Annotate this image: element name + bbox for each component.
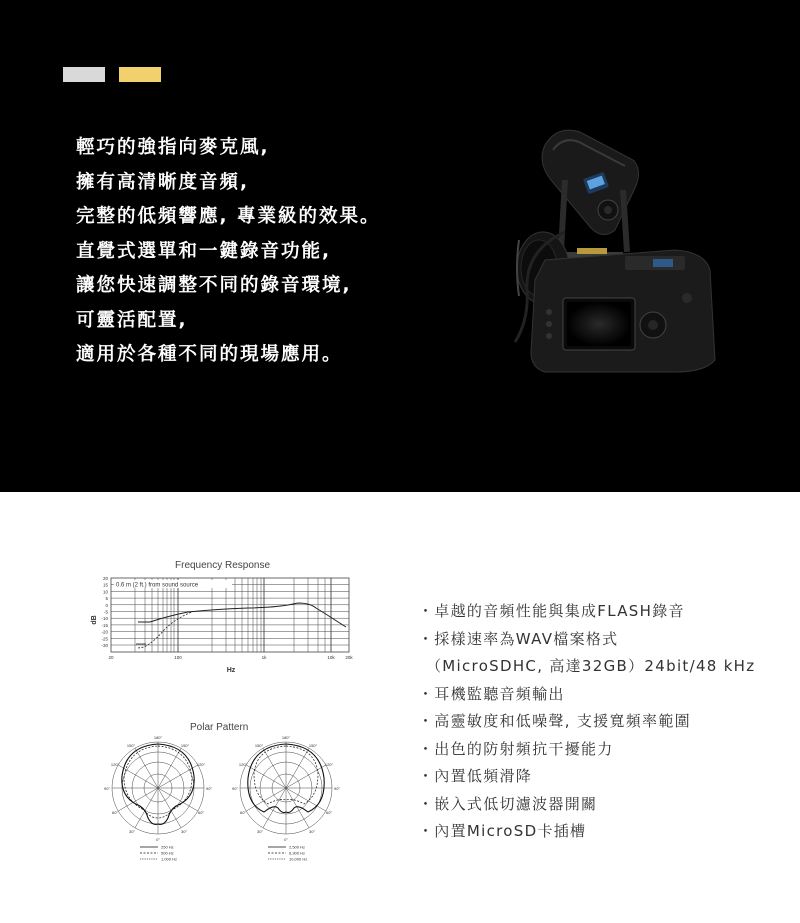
intro-line: 輕巧的強指向麥克風,	[76, 137, 270, 158]
camera-microphone-photo	[505, 120, 725, 380]
y-tick-label: 5	[105, 596, 108, 602]
feature-item: ・卓越的音頻性能與集成FLASH錄音	[418, 602, 685, 620]
polar-left-angle-label: 150°	[180, 743, 190, 748]
x-tick-label: 1k	[261, 655, 267, 660]
legend-entry: 6,300 Hz	[289, 850, 306, 856]
feature-item-continuation: （MicroSDHC, 高達32GB）24bit/48 kHz	[426, 657, 756, 675]
legend-entry: 250 Hz	[161, 844, 174, 850]
polar-left-legend	[140, 845, 177, 862]
polar-right-angle-label: 90°	[333, 786, 341, 791]
feature-item: ・嵌入式低切濾波器開關	[418, 794, 598, 813]
y-tick-label: -25	[101, 636, 108, 642]
y-tick-label: 20	[102, 576, 108, 581]
x-tick-label: 100	[174, 655, 182, 660]
polar-left-angle-label: 120°	[196, 762, 206, 767]
polar-left-angle-label: 90°	[103, 786, 111, 791]
y-tick-label: 0	[105, 602, 108, 608]
gold-color-swatch	[119, 67, 161, 82]
polar-right-angle-label: 180°	[281, 735, 291, 740]
y-tick-label: -10	[101, 616, 108, 622]
gray-color-swatch	[63, 67, 105, 82]
polar-right-angle-label: 30°	[256, 829, 264, 834]
feature-list	[418, 598, 790, 846]
legend-entry: 2,500 Hz	[289, 844, 306, 850]
x-tick-label: 20k	[345, 655, 353, 660]
intro-line: 讓您快速調整不同的錄音環境,	[76, 275, 352, 296]
polar-left-angle-label: 30°	[180, 829, 188, 834]
feature-item: ・採樣速率為WAV檔案格式	[418, 629, 619, 648]
x-tick-label: 10k	[327, 655, 335, 660]
polar-right	[232, 735, 340, 842]
polar-left-angle-label: 0°	[156, 837, 160, 842]
frequency-grid	[111, 578, 349, 652]
y-tick-label: -15	[101, 622, 108, 628]
y-tick-label: 15	[102, 582, 108, 588]
frequency-response-title: Frequency Response	[175, 560, 271, 571]
intro-line: 直覺式選單和一鍵錄音功能,	[76, 240, 332, 262]
polar-left-angle-label: 180°	[153, 735, 163, 740]
polar-left-angle-label: 120°	[110, 762, 120, 767]
legend-entry: 10,000 Hz	[289, 856, 308, 862]
polar-right-angle-label: 60°	[325, 810, 333, 815]
x-axis-label: Hz	[226, 667, 236, 674]
legend-entry: 1,000 Hz	[161, 856, 178, 862]
x-tick-labels	[108, 655, 353, 660]
feature-item: ・內置MicroSD卡插槽	[418, 822, 587, 840]
polar-left-angle-label: 60°	[197, 810, 205, 815]
x-tick-label: 20	[108, 655, 114, 660]
intro-text	[76, 131, 456, 373]
polar-left-angle-label: 150°	[126, 743, 136, 748]
polar-left-angle-label: 60°	[111, 810, 119, 815]
intro-line: 完整的低頻響應, 專業級的效果。	[76, 206, 381, 227]
intro-line: 擁有高清晰度音頻,	[76, 171, 250, 193]
polar-right-angle-label: 150°	[254, 743, 264, 748]
polar-right-angle-label: 90°	[231, 786, 239, 791]
polar-left-angle-label: 90°	[205, 786, 213, 791]
feature-item: ・耳機監聽音頻輸出	[418, 684, 565, 703]
polar-right-angle-label: 60°	[239, 810, 247, 815]
y-tick-label: -5	[103, 609, 108, 615]
polar-left	[104, 735, 212, 842]
intro-line: 可靈活配置,	[76, 309, 188, 331]
legend-entry: 500 Hz	[161, 850, 174, 856]
feature-item: ・高靈敏度和低噪聲, 支援寬頻率範圍	[418, 712, 691, 730]
frequency-response-chart	[88, 572, 358, 677]
polar-right-angle-label: 0°	[284, 837, 288, 842]
intro-line: 適用於各種不同的現場應用。	[76, 344, 343, 365]
feature-item: ・出色的防射頻抗干擾能力	[418, 739, 614, 758]
polar-right-angle-label: 120°	[238, 762, 248, 767]
y-tick-label: -20	[101, 629, 108, 635]
y-tick-label: -30	[101, 643, 108, 648]
polar-pattern-title: Polar Pattern	[190, 722, 249, 733]
polar-right-angle-label: 30°	[308, 829, 316, 834]
polar-pattern-chart	[98, 734, 358, 874]
polar-right-legend	[268, 845, 307, 862]
frequency-annotation: 0.6 m (2 ft.) from sound source	[116, 582, 199, 589]
polar-right-angle-label: 150°	[308, 743, 318, 748]
y-tick-label: 10	[102, 589, 108, 595]
feature-item: ・內置低頻滑降	[418, 767, 533, 785]
y-axis-label: dB	[91, 615, 98, 625]
polar-left-angle-label: 30°	[128, 829, 136, 834]
y-tick-labels	[101, 576, 108, 648]
polar-right-angle-label: 120°	[324, 762, 334, 767]
